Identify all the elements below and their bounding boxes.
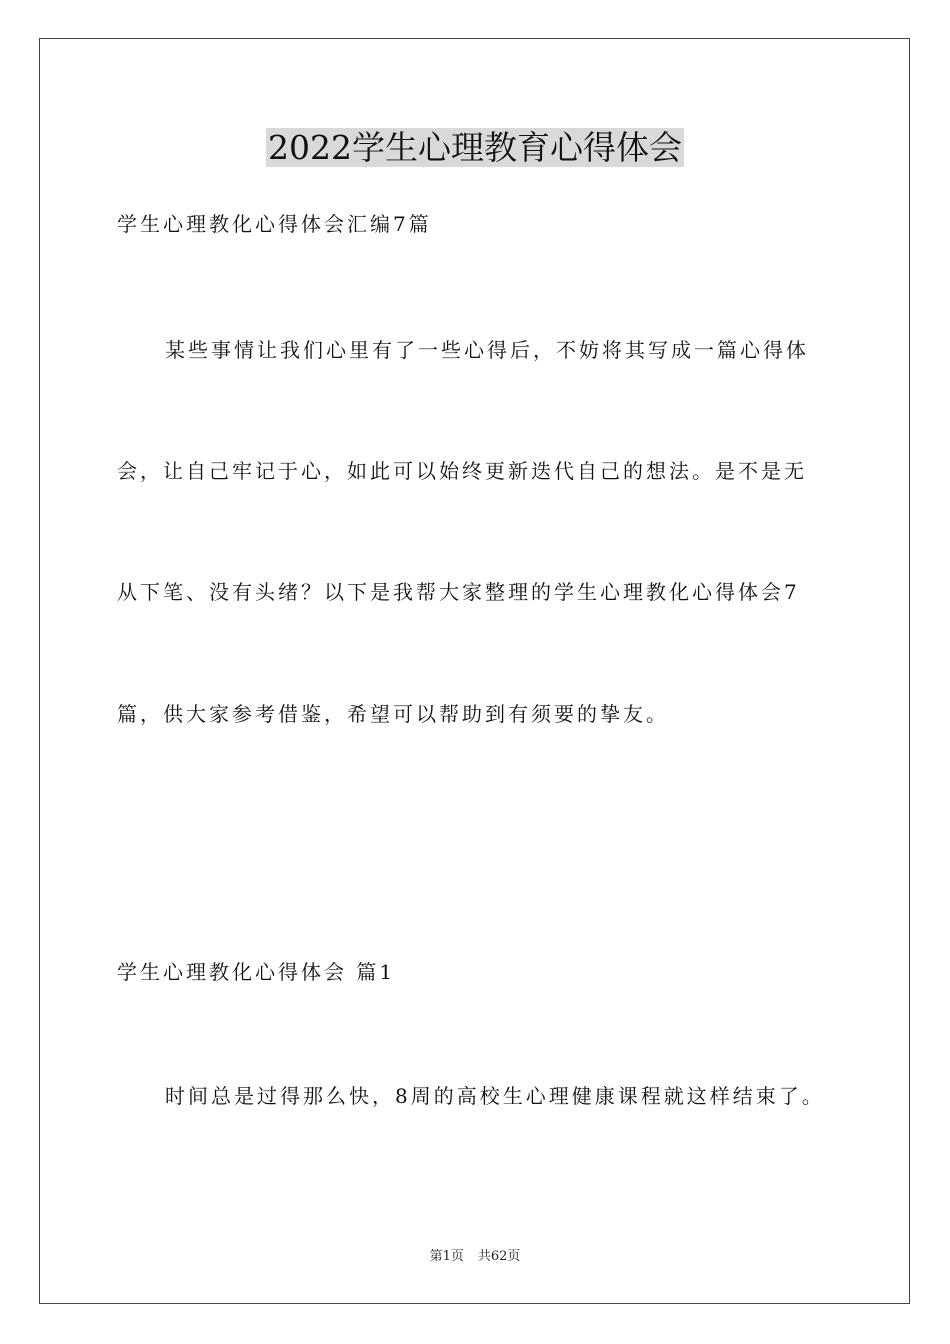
section-paragraph-line: 时间总是过得那么快，8周的高校生心理健康课程就这样结束了。 [165, 1084, 825, 1108]
page-footer [0, 1248, 950, 1266]
document-title-text: 2022学生心理教育心得体会 [268, 128, 682, 167]
document-title [0, 124, 950, 172]
page-number-total: 共62页 [477, 1249, 521, 1264]
intro-line-4: 篇，供大家参考借鉴，希望可以帮助到有须要的挚友。 [117, 702, 669, 726]
section-heading: 学生心理教化心得体会 篇1 [117, 960, 396, 984]
intro-line-1: 某些事情让我们心里有了一些心得后，不妨将其写成一篇心得体 [165, 338, 809, 362]
intro-line-3: 从下笔、没有头绪？以下是我帮大家整理的学生心理教化心得体会7 [117, 580, 800, 604]
document-subtitle: 学生心理教化心得体会汇编7篇 [117, 212, 432, 236]
page-number-current: 第1页 [429, 1249, 464, 1264]
intro-line-2: 会，让自己牢记于心，如此可以始终更新迭代自己的想法。是不是无 [117, 459, 807, 483]
